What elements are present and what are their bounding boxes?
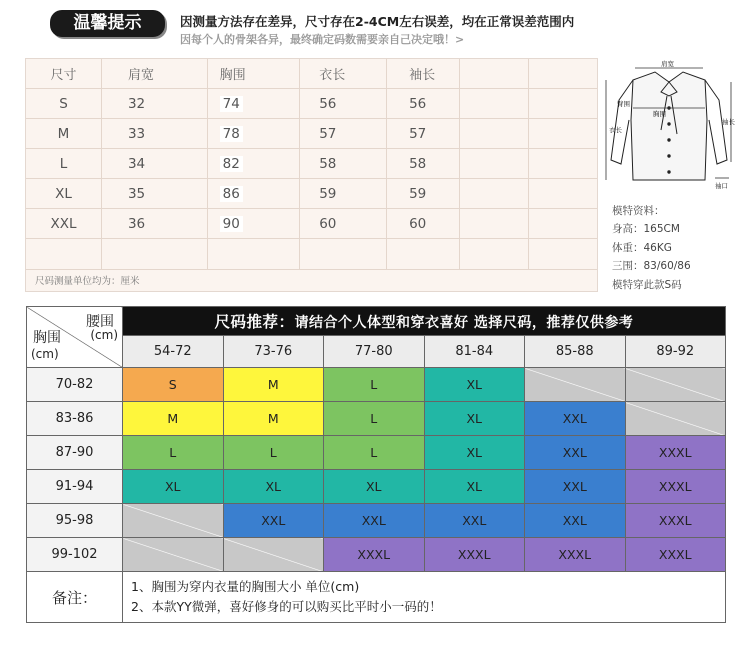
recommend-title-main: 尺码推荐： — [214, 313, 295, 332]
length-value: 58 — [300, 149, 387, 179]
size-cell: XXXL — [625, 470, 726, 504]
table-row — [27, 368, 726, 402]
size-cell: XXL — [525, 504, 626, 538]
table-row — [26, 149, 597, 179]
length-value: 60 — [300, 209, 387, 239]
notice-line-2: 因每个人的骨架各异，最终确定码数需要亲自己决定哦！> — [180, 33, 465, 46]
size-cell: XL — [424, 368, 525, 402]
chest-value: 78 — [220, 126, 243, 142]
size-cell: XXXL — [424, 538, 525, 572]
waist-range: 73-76 — [223, 336, 324, 368]
size-cell: L — [324, 368, 425, 402]
size-cell-empty — [525, 368, 626, 402]
size-cell-empty — [625, 368, 726, 402]
note-line-2: 2、本款YY微弹，喜好修身的可以购买比平时小一码的！ — [131, 599, 442, 614]
chest-value: 86 — [220, 186, 243, 202]
note-line-1: 1、胸围为穿内衣量的胸围大小 单位(cm) — [131, 579, 360, 594]
length-label: 衣长 — [609, 126, 622, 134]
length-value: 57 — [300, 119, 387, 149]
size-cell-empty — [123, 538, 224, 572]
chest-value: 74 — [220, 96, 243, 112]
sleeve-value: 56 — [387, 89, 460, 119]
size-label: M — [26, 119, 101, 149]
shoulder-value: 32 — [101, 89, 207, 119]
notice-line-1: 因测量方法存在差异，尺寸存在2-4CM左右误差，均在正常误差范围内 — [180, 14, 575, 29]
size-cell: L — [324, 402, 425, 436]
table-row — [27, 538, 726, 572]
size-cell: XXXL — [525, 538, 626, 572]
table-row — [26, 89, 597, 119]
size-label: XXL — [26, 209, 101, 239]
table-row — [26, 209, 597, 239]
model-measurements: 三围：83/60/86 — [612, 260, 691, 273]
cuff-label: 袖口 — [715, 182, 728, 190]
size-label: L — [26, 149, 101, 179]
size-cell: XXXL — [625, 504, 726, 538]
length-value: 56 — [300, 89, 387, 119]
table-row — [26, 119, 597, 149]
size-cell: XXL — [324, 504, 425, 538]
size-cell: XXL — [525, 470, 626, 504]
table-row — [27, 470, 726, 504]
unit-note: 尺码测量单位均为：厘米 — [35, 276, 140, 287]
model-wearing: 模特穿此款S码 — [612, 278, 682, 291]
model-weight: 体重：46KG — [612, 241, 672, 254]
size-cell: XXXL — [625, 538, 726, 572]
chest-range: 91-94 — [27, 470, 123, 504]
corner-header — [27, 307, 123, 368]
notice-badge: 温馨提示 — [50, 10, 165, 37]
recommendation-table — [26, 306, 726, 623]
header-chest: 胸围 — [207, 59, 300, 89]
sleeve-value: 57 — [387, 119, 460, 149]
armhole-label: 臂围 — [617, 100, 630, 108]
size-cell-empty — [123, 504, 224, 538]
size-table — [26, 59, 597, 270]
size-cell: M — [123, 402, 224, 436]
size-cell: XL — [324, 470, 425, 504]
header-shoulder: 肩宽 — [101, 59, 207, 89]
size-recommendation — [26, 306, 726, 626]
size-cell: M — [223, 368, 324, 402]
chest-range: 87-90 — [27, 436, 123, 470]
shoulder-label: 肩宽 — [661, 60, 674, 68]
chest-range: 95-98 — [27, 504, 123, 538]
chest-diagram-label: 胸围 — [653, 110, 666, 118]
size-label: S — [26, 89, 101, 119]
note-label: 备注： — [27, 572, 123, 623]
header-sleeve: 袖长 — [387, 59, 460, 89]
size-cell: XL — [424, 402, 525, 436]
table-row — [27, 504, 726, 538]
chest-header: 胸围 — [33, 330, 61, 346]
size-cell: XL — [223, 470, 324, 504]
size-cell: L — [123, 436, 224, 470]
chest-range: 83-86 — [27, 402, 123, 436]
size-cell: XXXL — [324, 538, 425, 572]
table-row — [26, 179, 597, 209]
chest-value: 82 — [220, 156, 243, 172]
size-chart — [25, 58, 598, 292]
size-table-header — [26, 59, 597, 89]
size-cell: M — [223, 402, 324, 436]
table-row — [27, 402, 726, 436]
size-cell: XL — [424, 436, 525, 470]
chest-range: 70-82 — [27, 368, 123, 402]
note-row — [27, 572, 726, 623]
shirt-diagram-icon — [603, 60, 735, 196]
shoulder-value: 35 — [101, 179, 207, 209]
waist-range: 81-84 — [424, 336, 525, 368]
length-value: 59 — [300, 179, 387, 209]
size-cell: S — [123, 368, 224, 402]
model-title: 模特资料： — [612, 205, 665, 217]
table-row — [27, 436, 726, 470]
size-cell: XXL — [424, 504, 525, 538]
model-info — [612, 202, 691, 294]
note-text — [123, 572, 726, 623]
size-cell: L — [324, 436, 425, 470]
shoulder-value: 34 — [101, 149, 207, 179]
chest-range: 99-102 — [27, 538, 123, 572]
model-height: 身高：165CM — [612, 223, 680, 236]
chest-unit: (cm) — [31, 347, 59, 361]
size-cell: L — [223, 436, 324, 470]
waist-row — [27, 336, 726, 368]
size-label: XL — [26, 179, 101, 209]
chest-value: 90 — [220, 216, 243, 232]
waist-header: 腰围 — [86, 314, 114, 330]
recommend-title-sub: 请结合个人体型和穿衣喜好 选择尺码，推荐仅供参考 — [294, 315, 634, 332]
size-cell: XXL — [525, 402, 626, 436]
waist-range: 77-80 — [324, 336, 425, 368]
shoulder-value: 36 — [101, 209, 207, 239]
sleeve-value: 58 — [387, 149, 460, 179]
table-row-empty — [26, 239, 597, 270]
waist-unit: (cm) — [90, 328, 118, 342]
size-cell-empty — [625, 402, 726, 436]
header-length: 衣长 — [300, 59, 387, 89]
sleeve-value: 59 — [387, 179, 460, 209]
size-cell: XXL — [525, 436, 626, 470]
size-cell: XL — [123, 470, 224, 504]
size-cell-empty — [223, 538, 324, 572]
recommend-title — [123, 307, 726, 336]
sleeve-value: 60 — [387, 209, 460, 239]
waist-range: 85-88 — [525, 336, 626, 368]
sleeve-label: 袖长 — [722, 118, 735, 126]
size-cell: XXXL — [625, 436, 726, 470]
size-cell: XXL — [223, 504, 324, 538]
shoulder-value: 33 — [101, 119, 207, 149]
waist-range: 89-92 — [625, 336, 726, 368]
waist-range: 54-72 — [123, 336, 224, 368]
header-size: 尺寸 — [26, 59, 101, 89]
size-cell: XL — [424, 470, 525, 504]
